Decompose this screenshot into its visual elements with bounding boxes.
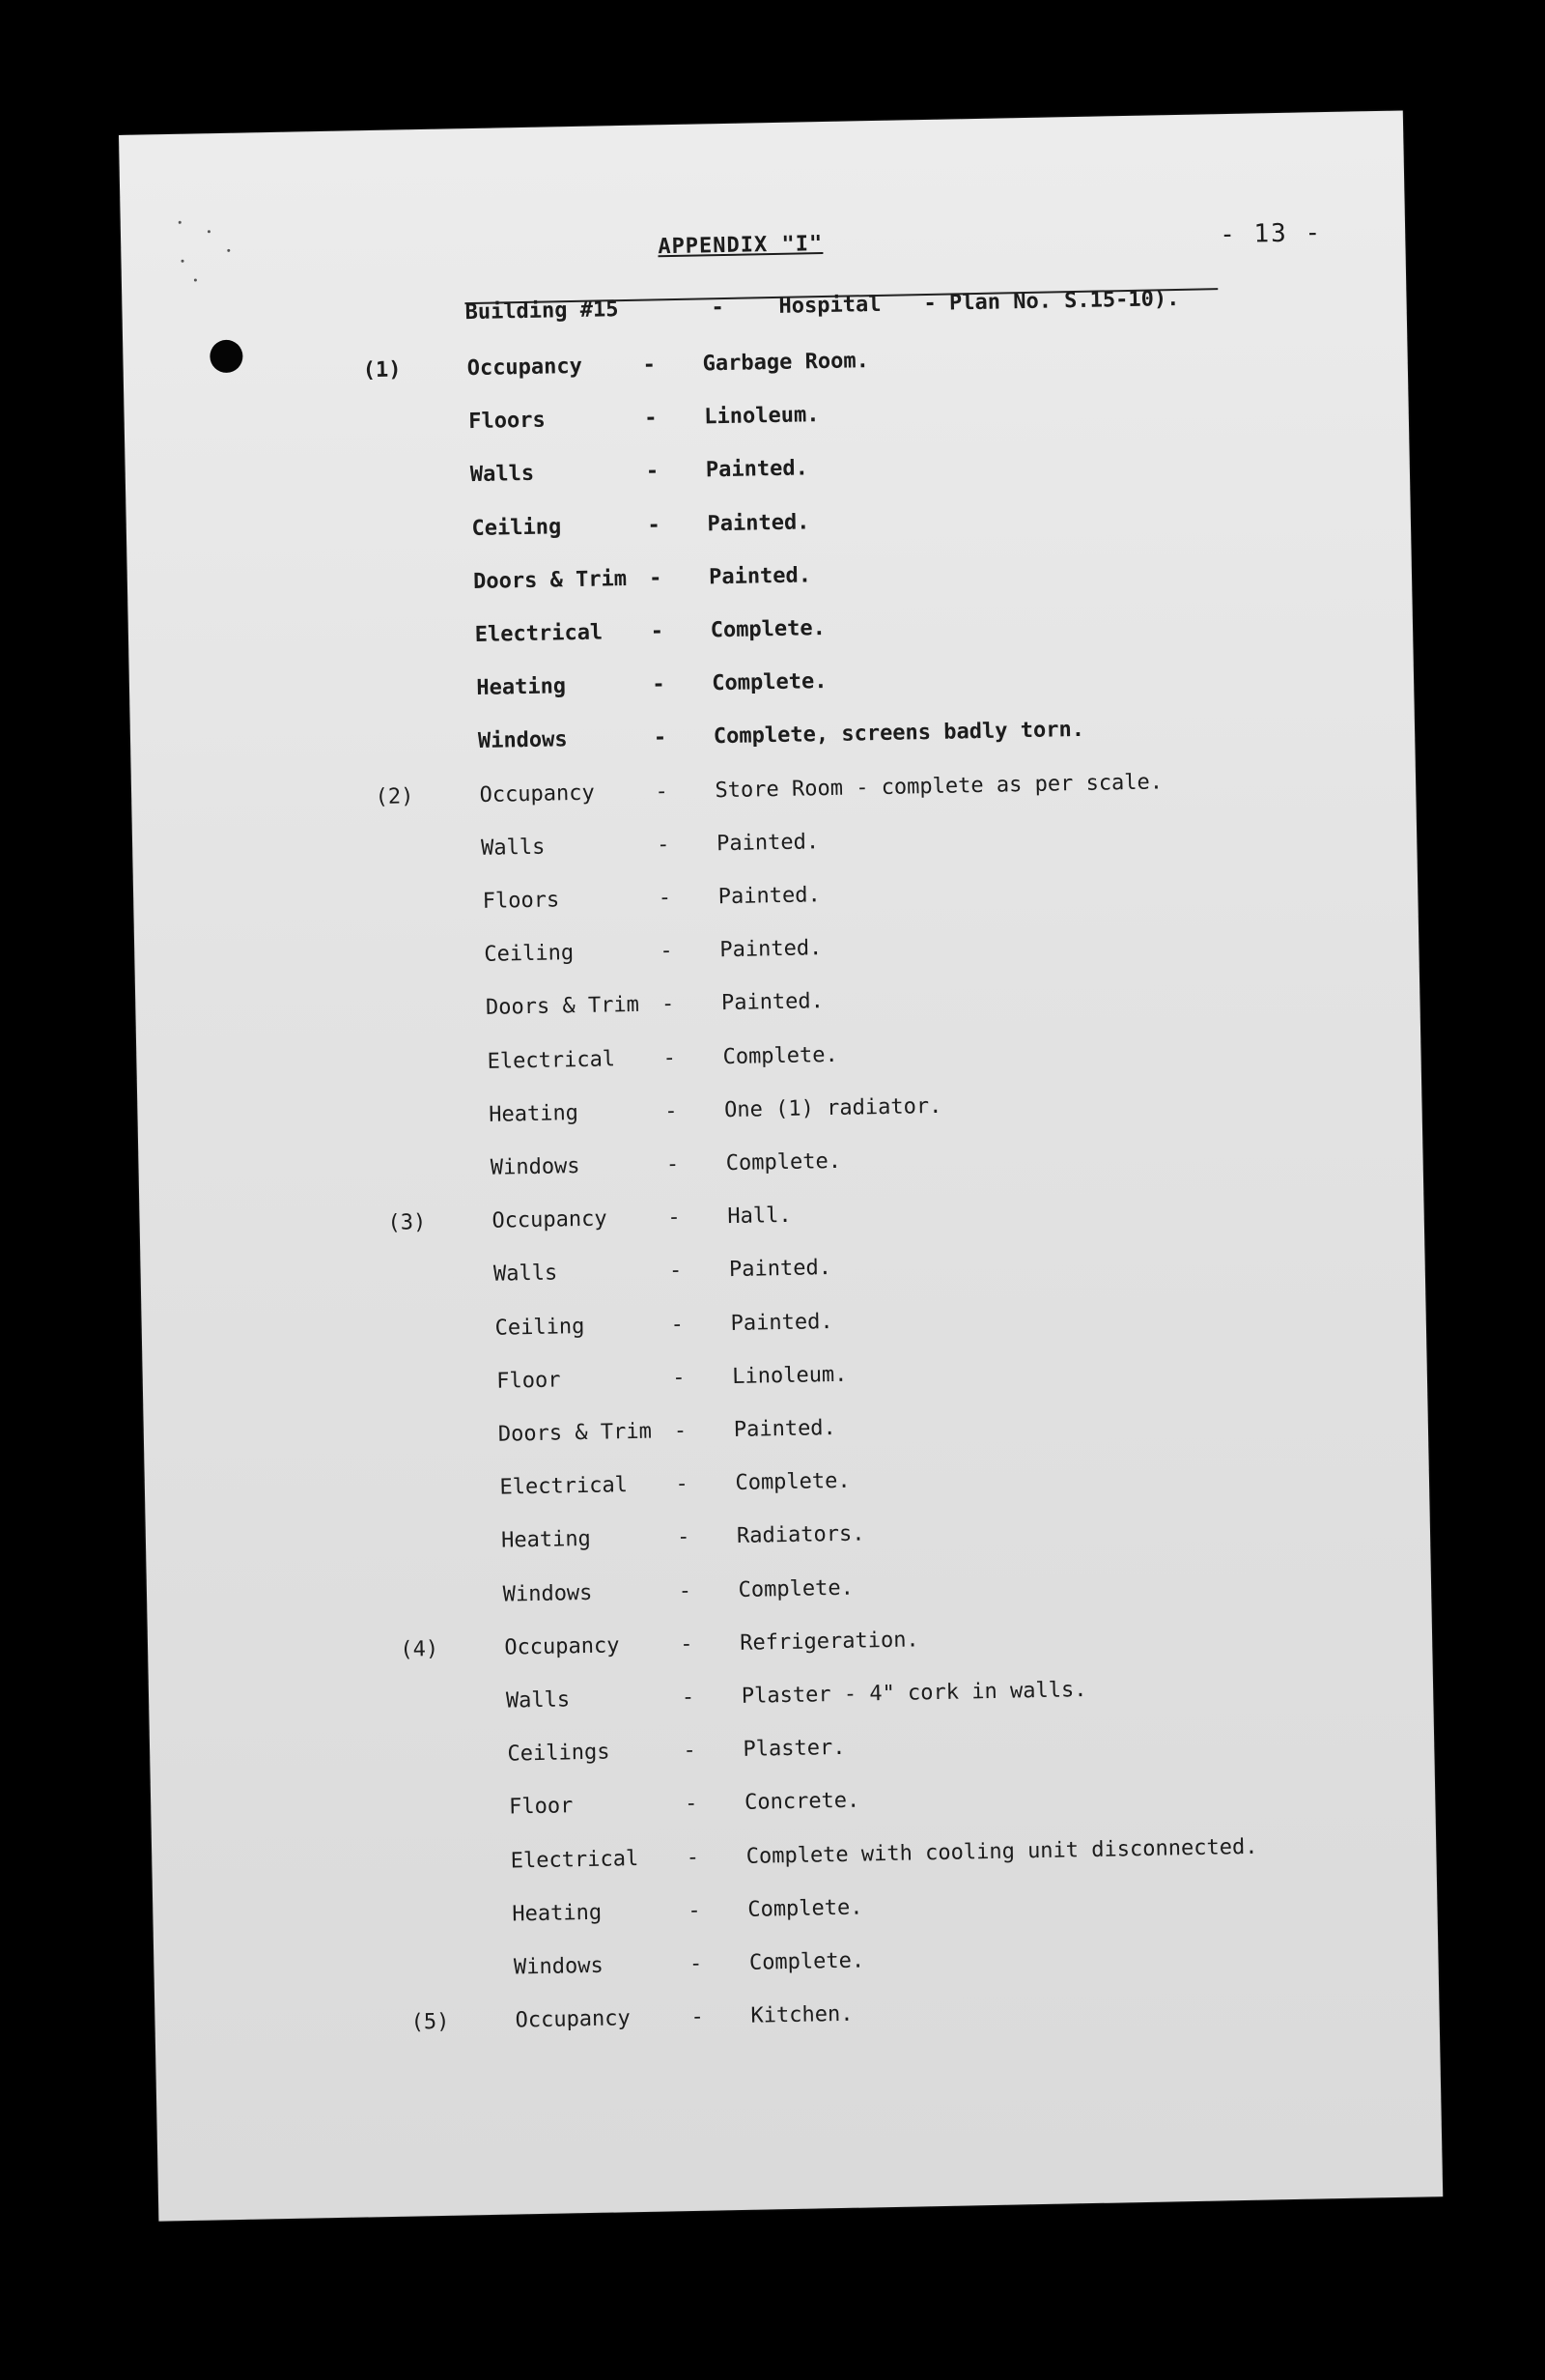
item-value: Painted. [716,830,820,857]
section-number: (5) [410,2009,450,2035]
separator-dash: - [684,1792,698,1817]
document-page [119,110,1443,2221]
item-label: Doors & Trim [472,566,628,594]
item-label: Floor [496,1368,561,1394]
item-value: Complete. [722,1042,839,1069]
list-item [405,1788,860,1827]
separator-dash: - [656,832,670,858]
list-item [402,1678,1087,1720]
item-value: Linoleum. [704,403,820,430]
separator-dash: - [673,1418,688,1444]
item-label: Floors [468,408,547,435]
item-label: Walls [469,462,535,488]
item-label: Electrical [499,1473,629,1500]
item-value: Painted. [720,989,825,1016]
list-item [369,563,812,601]
separator-dash: - [652,672,665,697]
item-label: Doors & Trim [497,1419,653,1447]
list-item [400,1628,919,1666]
list-item [362,349,870,387]
list-item [366,456,809,495]
item-label: Windows [490,1154,580,1180]
separator-dash: - [686,1845,700,1870]
item-value: Hall. [727,1204,792,1230]
item-label: Occupancy [504,1633,620,1660]
item-label: Walls [492,1261,558,1288]
building-dash: - [711,296,725,321]
item-label: Electrical [487,1046,616,1074]
section-number: (4) [400,1636,439,1662]
item-label: Floors [482,888,560,914]
item-label: Electrical [510,1846,639,1874]
item-value: Painted. [733,1415,837,1443]
separator-dash: - [650,619,664,644]
list-item [398,1575,855,1613]
list-item [377,830,820,867]
building-name: Hospital [778,292,882,319]
list-item [374,718,1085,760]
building-plan: - Plan No. S.15-10). [923,286,1180,317]
item-label: Heating [488,1100,579,1127]
list-item [384,1093,942,1134]
separator-dash: - [655,779,669,805]
section-number: (1) [362,357,402,383]
separator-dash: - [672,1365,686,1391]
separator-dash: - [680,1631,693,1657]
item-label: Electrical [474,620,604,648]
separator-dash: - [667,1205,681,1231]
list-item [394,1415,837,1454]
item-label: Walls [505,1687,571,1714]
separator-dash: - [688,1898,701,1923]
item-value: Painted. [705,456,809,483]
separator-dash: - [665,1152,680,1177]
item-label: Ceiling [471,514,562,541]
list-item [379,936,823,974]
list-item [364,403,820,440]
item-value: Garbage Room. [702,349,870,377]
list-item [367,509,810,548]
separator-dash: - [688,1951,703,1977]
list-item [392,1362,848,1401]
list-item [375,769,1164,814]
separator-dash: - [678,1578,692,1603]
list-item [403,1736,846,1773]
list-item [371,616,827,654]
item-label: Heating [476,674,567,701]
section-number: (2) [375,783,414,809]
item-label: Heating [500,1527,592,1554]
item-value: Complete. [738,1575,855,1602]
list-item [407,1895,863,1933]
page-number: - 13 - [1219,218,1323,250]
item-label: Ceiling [494,1314,585,1341]
item-label: Windows [502,1580,593,1607]
separator-dash: - [662,1045,677,1070]
item-label: Windows [477,727,568,754]
separator-dash: - [642,353,657,378]
item-label: Occupancy [515,2006,632,2033]
building-heading [464,286,1218,326]
list-item [386,1148,842,1187]
item-value: Painted. [728,1256,832,1283]
item-value: Painted. [719,936,823,963]
separator-dash: - [645,459,660,484]
list-item [390,1309,833,1346]
separator-dash: - [690,2004,705,2030]
item-value: Complete. [725,1148,842,1176]
item-value: Complete, screens badly torn. [713,718,1085,750]
item-value: Refrigeration. [740,1628,919,1656]
section-number: (3) [387,1210,427,1236]
item-label: Occupancy [479,780,596,808]
list-item [372,669,828,707]
item-value: Painted. [717,883,821,910]
list-item [410,2001,854,2040]
item-label: Doors & Trim [485,993,640,1021]
item-label: Heating [512,1900,603,1927]
list-item [409,1948,865,1987]
building-label: Building #15 [464,298,619,326]
item-value: Complete. [747,1895,863,1922]
item-value: Complete. [748,1948,865,1975]
item-value: Complete. [710,616,827,643]
item-value: Store Room - complete as per scale. [715,769,1164,803]
separator-dash: - [660,992,675,1017]
separator-dash: - [647,512,660,538]
item-value: Linoleum. [731,1362,848,1389]
item-label: Windows [513,1953,604,1980]
item-value: Painted. [730,1309,833,1336]
separator-dash: - [681,1685,695,1711]
separator-dash: - [676,1525,690,1550]
item-label: Ceilings [507,1740,610,1767]
item-value: Plaster. [743,1736,846,1763]
paper-specks [119,110,1403,135]
item-value: Radiators. [736,1521,865,1549]
item-value: Complete with cooling unit disconnected. [745,1834,1258,1869]
item-value: Kitchen. [750,2001,854,2028]
punch-hole [210,340,243,374]
item-value: Plaster - 4" cork in walls. [741,1678,1087,1709]
separator-dash: - [660,939,673,964]
list-item [381,989,825,1027]
item-label: Ceiling [484,941,575,968]
list-item [382,1042,839,1081]
item-value: Complete. [712,669,828,696]
item-label: Occupancy [492,1206,607,1233]
list-item [395,1468,851,1507]
item-value: One (1) radiator. [723,1093,942,1122]
list-item [397,1521,865,1560]
item-label: Floor [508,1794,574,1820]
separator-dash: - [663,1098,678,1124]
separator-dash: - [668,1259,683,1284]
separator-dash: - [658,886,672,911]
list-item [389,1256,832,1293]
separator-dash: - [653,725,667,751]
item-value: Complete. [735,1468,851,1496]
appendix-title: APPENDIX "I" [658,232,824,260]
list-item [387,1204,792,1240]
separator-dash: - [675,1472,688,1497]
item-label: Occupancy [466,354,583,382]
item-value: Painted. [708,563,812,590]
item-value: Painted. [707,509,810,536]
item-label: Walls [480,835,546,861]
separator-dash: - [670,1312,685,1337]
item-value: Concrete. [744,1788,860,1816]
separator-dash: - [644,406,658,431]
separator-dash: - [648,566,662,591]
separator-dash: - [683,1739,697,1764]
